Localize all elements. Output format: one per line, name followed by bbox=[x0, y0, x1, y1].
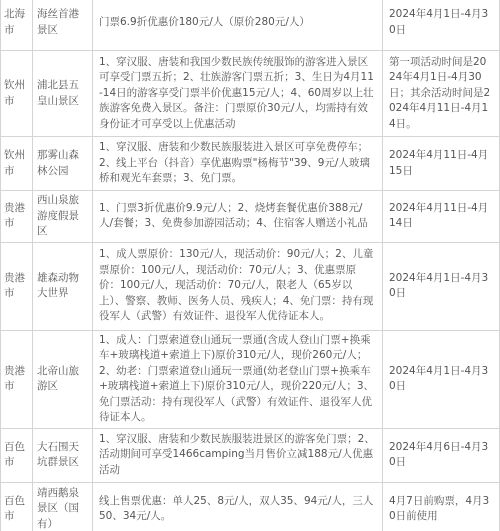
table-row bbox=[1, 330, 500, 428]
discount-description-cell: 门票6.9折优惠价180元/人（原价280元/人） bbox=[93, 0, 383, 51]
table-row bbox=[1, 51, 500, 137]
city-cell: 贵港市 bbox=[1, 191, 33, 243]
discount-description-cell: 1、穿汉服、唐装和我国少数民族传统服饰的游客进入景区可享受门票五折；2、壮族游客门票五折；3、生日为4月11-14日的游客享受门票半价优惠15元/人；4、60周岁以上壮族游客免费入景区。备注：门票原价30元/人，均需持有效身份证才可享受以上优惠活动 bbox=[93, 51, 383, 137]
discount-description-cell: 1、穿汉服、唐装和少数民族服装进景区的游客免门票；2、活动期间可享受1466camping当月售价立减188元/人优惠活动 bbox=[93, 428, 383, 482]
scenic-spot-cell: 靖西鹅泉景区（国有） bbox=[33, 482, 93, 531]
scenic-spot-cell: 那雾山森林公园 bbox=[33, 137, 93, 191]
scenic-spot-cell: 西山泉旅游度假景区 bbox=[33, 191, 93, 243]
city-cell: 贵港市 bbox=[1, 330, 33, 428]
scenic-spot-cell: 雄森动物大世界 bbox=[33, 242, 93, 330]
table-row bbox=[1, 242, 500, 330]
activity-time-cell: 2024年4月11日-4月14日 bbox=[383, 191, 500, 243]
scenic-spot-cell: 浦北县五皇山景区 bbox=[33, 51, 93, 137]
discount-description-cell: 线上售票优惠：单人25、8元/人，双人35、94元/人，三人50、34元/人。 bbox=[93, 482, 383, 531]
city-cell: 贵港市 bbox=[1, 242, 33, 330]
city-cell: 钦州市 bbox=[1, 51, 33, 137]
table-row bbox=[1, 137, 500, 191]
scenic-spot-cell: 大石围天坑群景区 bbox=[33, 428, 93, 482]
table-row bbox=[1, 482, 500, 531]
discount-description-cell: 1、门票3折优惠价9.9元/人；2、烧烤套餐优惠价388元/人/套餐；3、免费参加游园活动；4、住宿客人赠送小礼品 bbox=[93, 191, 383, 243]
activity-time-cell: 2024年4月1日-4月30日 bbox=[383, 242, 500, 330]
activity-time-cell: 2024年4月11日-4月15日 bbox=[383, 137, 500, 191]
city-cell: 百色市 bbox=[1, 482, 33, 531]
activity-time-cell: 2024年4月1日-4月30日 bbox=[383, 0, 500, 51]
city-cell: 北海市 bbox=[1, 0, 33, 51]
table-row bbox=[1, 0, 500, 51]
discount-description-cell: 1、成人：门票索道登山通玩一票通(含成人登山门票+换乘车+玻璃栈道+索道上下)原价310元/人，现价260元/人；2、幼老：门票索道登山通玩一票通(幼老登山门票+换乘车+玻璃栈道+索道上下)原价310元/人，现价220元/人；3、免门票活动：持有现役军人（武警）有效证件、退役军人优待证本人。 bbox=[93, 330, 383, 428]
city-cell: 钦州市 bbox=[1, 137, 33, 191]
discount-description-cell: 1、成人票原价：130元/人，现活动价：90元/人；2、儿童票原价：100元/人，现活动价：70元/人；3、优惠票原价：100元/人，现活动价：70元/人，限老人（65岁以上）、警察、教师、医务人员、残疾人；4、免门票：持有现役军人（武警）有效证件、退役军人优待证本人。 bbox=[93, 242, 383, 330]
table-row bbox=[1, 191, 500, 243]
scenic-spot-cell: 北帝山旅游区 bbox=[33, 330, 93, 428]
activity-time-cell: 2024年4月1日-4月30日 bbox=[383, 330, 500, 428]
activity-time-cell: 4月7日前购票，4月30日前使用 bbox=[383, 482, 500, 531]
table-row bbox=[1, 428, 500, 482]
scenic-spot-cell: 海丝首港景区 bbox=[33, 0, 93, 51]
city-cell: 百色市 bbox=[1, 428, 33, 482]
activity-time-cell: 2024年4月6日-4月30日 bbox=[383, 428, 500, 482]
activity-time-cell: 第一项活动时间是2024年4月1日-4月30日；其余活动时间是2024年4月11日-4月14日。 bbox=[383, 51, 500, 137]
discount-description-cell: 1、穿汉服、唐装和少数民族服装进入景区可享免费停车；2、线上平台（抖音）享优惠购票"杨梅节"39、9元/人玻璃桥和观光车套票；3、免门票。 bbox=[93, 137, 383, 191]
